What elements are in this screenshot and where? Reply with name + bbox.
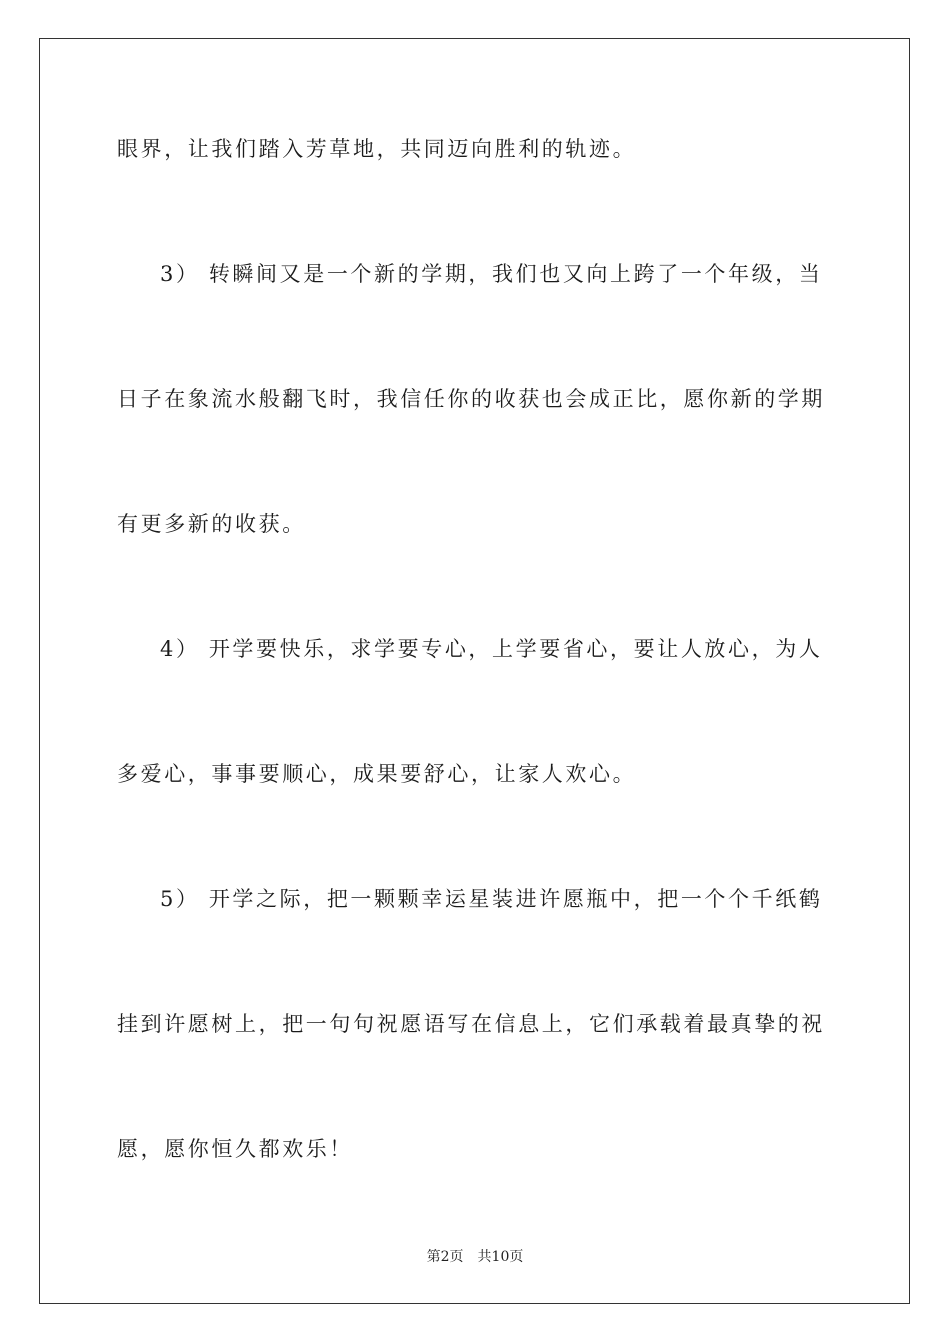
page-total: 共10页 [477,1249,524,1265]
text-line-item-5: 5） 开学之际，把一颗颗幸运星装进许愿瓶中，把一个个千纸鹤 [160,887,823,911]
text-line-9: 愿，愿你恒久都欢乐！ [117,1137,353,1161]
text-line-8: 挂到许愿树上，把一句句祝愿语写在信息上，它们承载着最真挚的祝 [117,1012,825,1036]
text-line-1: 眼界，让我们踏入芳草地，共同迈向胜利的轨迹。 [117,137,637,161]
text-line-item-3: 3） 转瞬间又是一个新的学期，我们也又向上跨了一个年级，当 [160,262,823,286]
page-number: 第2页 [426,1249,464,1265]
page-frame [39,38,910,1304]
text-line-6: 多爱心，事事要顺心，成果要舒心，让家人欢心。 [117,762,637,786]
text-line-4: 有更多新的收获。 [117,512,306,536]
text-line-item-4: 4） 开学要快乐，求学要专心，上学要省心，要让人放心，为人 [160,637,823,661]
page-footer [0,1248,950,1266]
text-line-3: 日子在象流水般翻飞时，我信任你的收获也会成正比，愿你新的学期 [117,387,825,411]
